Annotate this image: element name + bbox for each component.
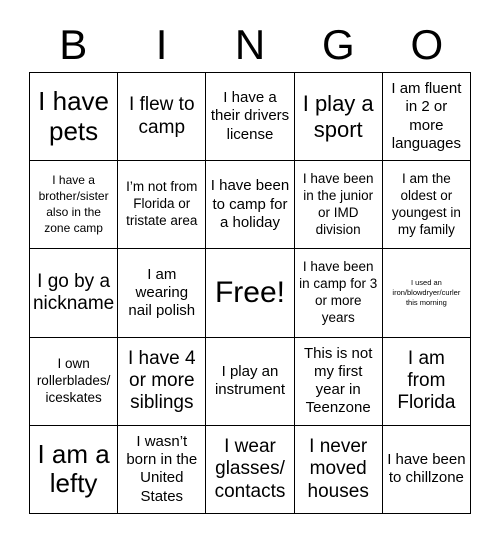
bingo-cell-r5-c4[interactable]: I never moved houses bbox=[295, 426, 383, 514]
bingo-cell-r1-c1[interactable]: I have pets bbox=[30, 73, 118, 161]
bingo-cell-r1-c5[interactable]: I am fluent in 2 or more languages bbox=[383, 73, 471, 161]
bingo-cell-r3-c5[interactable]: I used an iron/blowdryer/curler this morning bbox=[383, 249, 471, 337]
bingo-cell-free-space[interactable]: Free! bbox=[206, 249, 294, 337]
bingo-cell-r4-c1[interactable]: I own rollerblades/ iceskates bbox=[30, 338, 118, 426]
bingo-cell-r5-c2[interactable]: I wasn’t born in the United States bbox=[118, 426, 206, 514]
bingo-cell-r1-c2[interactable]: I flew to camp bbox=[118, 73, 206, 161]
bingo-cell-r5-c5[interactable]: I have been to chillzone bbox=[383, 426, 471, 514]
bingo-cell-r2-c2[interactable]: I’m not from Florida or tristate area bbox=[118, 161, 206, 249]
bingo-cell-r2-c3[interactable]: I have been to camp for a holiday bbox=[206, 161, 294, 249]
header-letter-n: N bbox=[234, 21, 266, 68]
bingo-cell-r3-c2[interactable]: I am wearing nail polish bbox=[118, 249, 206, 337]
bingo-cell-r1-c4[interactable]: I play a sport bbox=[295, 73, 383, 161]
bingo-cell-r2-c1[interactable]: I have a brother/sister also in the zone camp bbox=[30, 161, 118, 249]
bingo-cell-r1-c3[interactable]: I have a their drivers license bbox=[206, 73, 294, 161]
bingo-cell-r4-c5[interactable]: I am from Florida bbox=[383, 338, 471, 426]
bingo-header bbox=[29, 18, 471, 72]
bingo-cell-r5-c1[interactable]: I am a lefty bbox=[30, 426, 118, 514]
bingo-cell-r2-c5[interactable]: I am the oldest or youngest in my family bbox=[383, 161, 471, 249]
bingo-card-grid bbox=[29, 72, 471, 514]
bingo-cell-r3-c1[interactable]: I go by a nickname bbox=[30, 249, 118, 337]
bingo-cell-r4-c2[interactable]: I have 4 or more siblings bbox=[118, 338, 206, 426]
header-letter-i: I bbox=[155, 21, 168, 68]
header-letter-g: G bbox=[322, 21, 355, 68]
bingo-cell-r5-c3[interactable]: I wear glasses/ contacts bbox=[206, 426, 294, 514]
bingo-cell-r4-c4[interactable]: This is not my first year in Teenzone bbox=[295, 338, 383, 426]
bingo-cell-r4-c3[interactable]: I play an instrument bbox=[206, 338, 294, 426]
header-letter-b: B bbox=[59, 21, 88, 68]
header-letter-o: O bbox=[410, 21, 444, 68]
bingo-cell-r2-c4[interactable]: I have been in the junior or IMD division bbox=[295, 161, 383, 249]
bingo-cell-r3-c4[interactable]: I have been in camp for 3 or more years bbox=[295, 249, 383, 337]
